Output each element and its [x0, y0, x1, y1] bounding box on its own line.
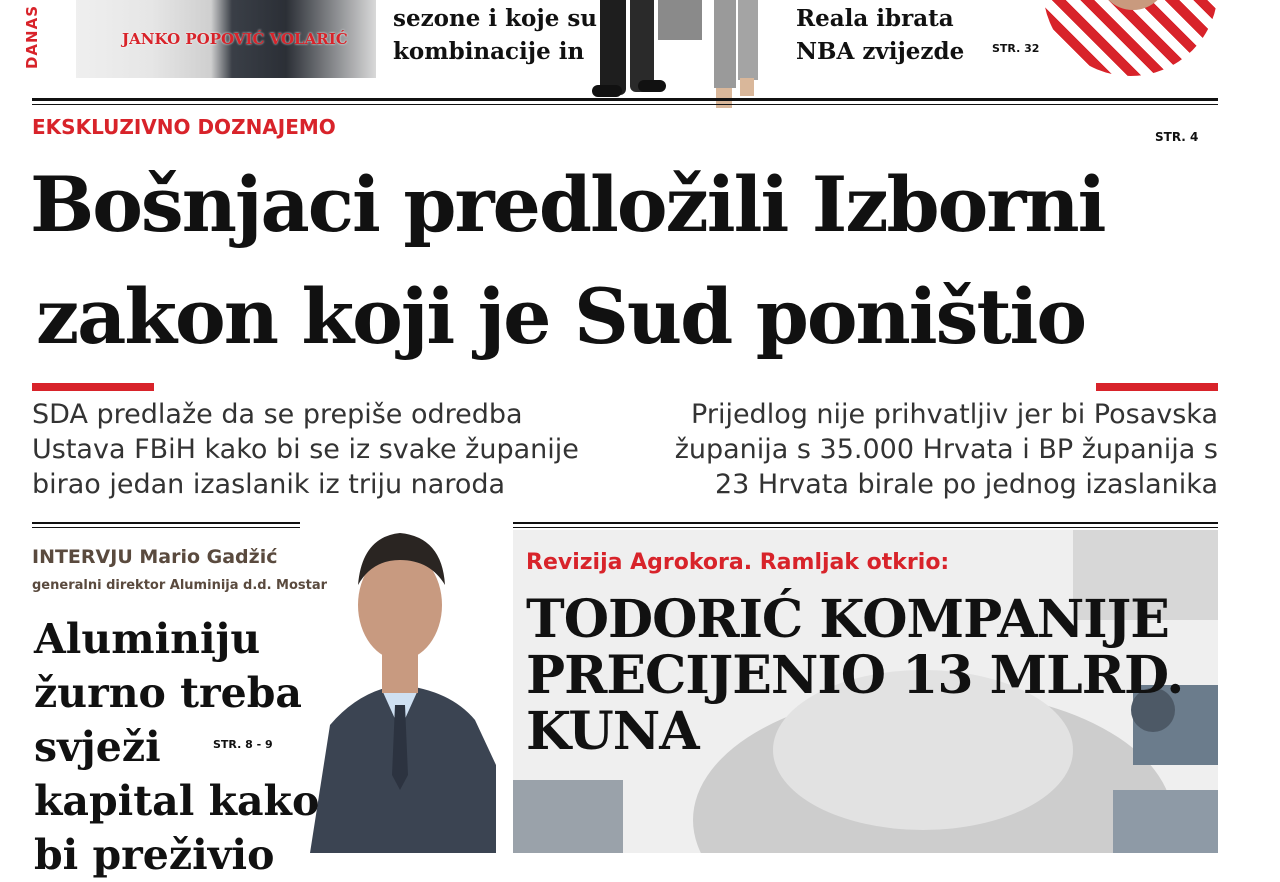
croatia-jersey-photo: [1043, 0, 1218, 76]
lead-headline-line2[interactable]: zakon koji je Sud poništio: [36, 272, 1086, 361]
agrokor-headline[interactable]: TODORIĆ KOMPANIJE PRECIJENIO 13 MLRD. KUNA: [526, 589, 1184, 762]
sport-teaser-text: Reala ibrata NBA zvijezde: [796, 5, 965, 65]
section-label-vertical: [23, 0, 50, 78]
sport-teaser[interactable]: [796, 2, 996, 68]
lead-deck-right: Prijedlog nije prihvatljiv jer bi Posavska županija s 35.000 Hrvata i BP županija s 23 Hrvata birale po jednog izaslanika: [674, 399, 1218, 500]
agrokor-divider: [513, 522, 1218, 524]
lead-page-ref: STR. 4: [1155, 130, 1199, 144]
fashion-photo: [588, 0, 773, 110]
deck-left-accent: [32, 383, 154, 391]
top-teaser-photo-left[interactable]: [76, 0, 376, 78]
interview-kicker: INTERVJU Mario Gadžić: [32, 546, 278, 568]
player-face: [1098, 0, 1168, 10]
section-label-text: DANAS: [23, 4, 42, 70]
interview-subtitle: generalni direktor Aluminija d.d. Mostar: [32, 578, 328, 593]
fashion-teaser[interactable]: sezone i koje su kombinacije in: [393, 5, 598, 65]
top-divider-thin: [32, 104, 1218, 105]
interview-headline[interactable]: Aluminiju žurno treba svježi kapital kako bi preživio: [34, 615, 320, 879]
top-divider: [32, 98, 1218, 101]
interview-page-ref: STR. 8 - 9: [213, 738, 273, 751]
lead-deck-left: SDA predlaže da se prepiše odredba Ustava FBiH kako bi se iz svake županije birao jedan izaslanik iz triju naroda: [32, 399, 579, 500]
lead-kicker: EKSKLUZIVNO DOZNAJEMO: [32, 115, 336, 139]
agrokor-kicker: Revizija Agrokora. Ramljak otkrio:: [526, 550, 950, 575]
deck-right-accent: [1096, 383, 1218, 391]
agrokor-divider-thin: [513, 527, 1218, 528]
photo-caption-name: JANKO POPOVIĆ VOLARIĆ: [122, 30, 348, 48]
lead-headline-line1[interactable]: Bošnjaci predložili Izborni: [30, 160, 1105, 249]
sport-page-ref: STR. 32: [992, 42, 1040, 55]
